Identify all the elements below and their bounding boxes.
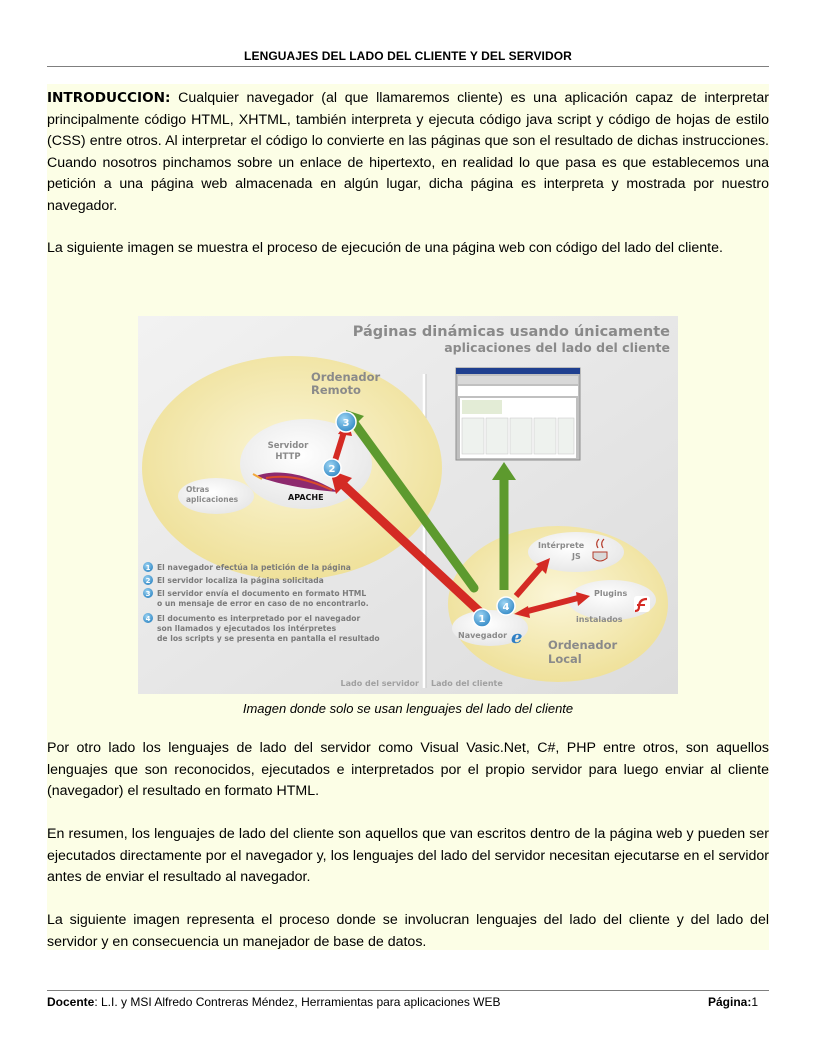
installed-label: instalados bbox=[576, 615, 623, 624]
intro-paragraph bbox=[47, 88, 769, 217]
svg-text:4: 4 bbox=[145, 615, 151, 623]
legend-step-2: El servidor localiza la página solicitada bbox=[157, 576, 324, 585]
svg-text:1: 1 bbox=[145, 564, 151, 572]
browser-window-thumbnail bbox=[456, 368, 580, 460]
page-number: 1 bbox=[751, 995, 759, 1009]
legend-step-3a: El servidor envía el documento en formato HTML bbox=[157, 589, 367, 598]
client-side-diagram bbox=[138, 316, 678, 694]
browser-label: Navegador bbox=[458, 631, 508, 640]
legend-step-4b: son llamados y ejecutados los intérpretes bbox=[157, 624, 337, 633]
apache-label: APACHE bbox=[288, 493, 324, 502]
legend-step-1: El navegador efectúa la petición de la página bbox=[157, 563, 351, 572]
paragraph-server-languages: Por otro lado los lenguajes de lado del servidor como Visual Vasic.Net, C#, PHP entre otros, son aquellos lenguajes que son reconocidos, ejecutados e interpretados por el propio servidor para luego enviar al cliente (navegador) el resultado en formato HTML. bbox=[47, 740, 769, 799]
footer-docente bbox=[47, 995, 501, 1009]
legend-step-4c: de los scripts y se presenta en pantalla el resultado bbox=[157, 634, 380, 643]
figure-title-line2: aplicaciones del lado del cliente bbox=[444, 340, 670, 355]
ie-logo-icon: e bbox=[511, 627, 523, 648]
interpreter-label-line1: Intérprete bbox=[538, 541, 585, 550]
step-badge-3 bbox=[336, 412, 356, 432]
paragraph-summary: En resumen, los lenguajes de lado del cliente son aquellos que van escritos dentro de la página web y pueden ser ejecutados directamente por el navegador y, los lenguajes del lado del servidor necesitan ejecutarse en el servidor antes de enviar el resultado al navegador. bbox=[47, 826, 769, 885]
svg-text:3: 3 bbox=[342, 418, 350, 429]
footer-page bbox=[708, 995, 758, 1009]
header-rule bbox=[47, 66, 769, 67]
server-side-label: Lado del servidor bbox=[340, 679, 419, 688]
docente-label: Docente bbox=[47, 995, 95, 1009]
remote-label-line1: Ordenador bbox=[311, 370, 381, 384]
client-side-label: Lado del cliente bbox=[431, 679, 503, 688]
page-header-title: LENGUAJES DEL LADO DEL CLIENTE Y DEL SERVIDOR bbox=[244, 49, 572, 63]
svg-text:3: 3 bbox=[145, 590, 151, 598]
svg-text:4: 4 bbox=[502, 602, 510, 613]
local-label-line1: Ordenador bbox=[548, 638, 618, 652]
others-label-line1: Otras bbox=[186, 485, 210, 494]
page-label: Página bbox=[708, 995, 748, 1009]
step-badge-2 bbox=[323, 459, 341, 477]
svg-text:2: 2 bbox=[145, 577, 151, 585]
local-label-line2: Local bbox=[548, 652, 582, 666]
figure-title-line1: Páginas dinámicas usando únicamente bbox=[352, 324, 670, 340]
page-content bbox=[47, 84, 769, 950]
server-label-line1: Servidor bbox=[267, 441, 309, 451]
docente-text: : L.I. y MSI Alfredo Contreras Méndez, Herramientas para aplicaciones WEB bbox=[94, 995, 501, 1009]
svg-text:1: 1 bbox=[478, 614, 486, 625]
paragraph-figure-intro: La siguiente imagen se muestra el proceso de ejecución de una página web con código del lado del cliente. bbox=[47, 240, 723, 256]
step-badge-4 bbox=[497, 597, 515, 615]
interpreter-label-line2: JS bbox=[572, 552, 581, 561]
others-label-line2: aplicaciones bbox=[186, 495, 239, 504]
svg-text:2: 2 bbox=[328, 464, 336, 475]
page-separator: : bbox=[747, 995, 752, 1009]
legend-step-4a: El documento es interpretado por el navegador bbox=[157, 614, 361, 623]
intro-text: Cualquier navegador (al que llamaremos cliente) es una aplicación capaz de interpretar principalmente código HTML, XHTML, también interpreta y ejecuta código java script y código de hojas de estilo (CSS) entre otros. Al interpretar el código lo convierte en las páginas que son el resultado de dichas instrucciones. Cuando nosotros pinchamos sobre un enlace de hipertexto, en realidad lo que pasa es que establecemos una petición a una página web almacenada en algún lugar, dicha página es interpreta y mostrada por nuestro navegador. bbox=[47, 90, 769, 214]
server-label-line2: HTTP bbox=[275, 452, 301, 462]
figure-caption: Imagen donde solo se usan lenguajes del lado del cliente bbox=[242, 701, 574, 716]
flash-icon bbox=[634, 596, 650, 612]
footer-rule bbox=[47, 990, 769, 991]
remote-label-line2: Remoto bbox=[311, 383, 361, 397]
legend-step-3b: o un mensaje de error en caso de no encontrarlo. bbox=[157, 599, 369, 608]
intro-lead: INTRODUCCION: bbox=[47, 90, 171, 106]
plugins-label: Plugins bbox=[594, 589, 628, 598]
paragraph-next-figure: La siguiente imagen representa el proceso donde se involucran lenguajes del lado del cliente y del lado del servidor y en consecuencia un manejador de base de datos. bbox=[47, 912, 769, 950]
step-badge-1 bbox=[473, 609, 491, 627]
